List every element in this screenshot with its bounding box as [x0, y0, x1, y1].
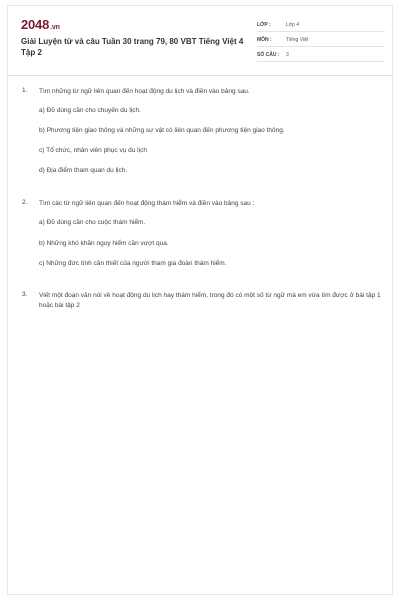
question-sub-item: b) Những khó khăn nguy hiểm cần vượt qua.	[39, 240, 169, 247]
site-logo[interactable]	[21, 18, 60, 31]
meta-row-subject	[257, 34, 385, 47]
meta-row-count	[257, 49, 385, 62]
meta-label: LỚP :	[257, 22, 271, 28]
meta-info	[257, 19, 385, 64]
question-number: 1.	[22, 87, 28, 94]
question-number: 2.	[22, 199, 28, 206]
worksheet-header	[8, 6, 392, 76]
question-text: Viết một đoạn văn nói về hoạt động du lịch hay thám hiểm, trong đó có một số từ ngữ mà em vừa tìm được ở bài tập 1 hoặc bài tập 2	[39, 292, 381, 309]
question-text: Tìm các từ ngữ liên quan đến hoạt động thám hiểm và điền vào bảng sau :	[39, 200, 255, 207]
logo-tld: .vn	[50, 24, 60, 31]
meta-value: Tiếng Việt	[286, 37, 309, 43]
document-title: Giải Luyện từ và câu Tuần 30 trang 79, 80 VBT Tiếng Việt 4 Tập 2	[21, 37, 244, 57]
question-sub-item: a) Đồ dùng cần cho cuộc thám hiểm.	[39, 219, 146, 226]
question-sub-item: c) Những đức tính cần thiết của người tham gia đoàn thám hiểm.	[39, 260, 227, 267]
logo-main: 2048	[21, 17, 50, 32]
meta-value: Lớp 4	[286, 22, 300, 28]
question-number: 3.	[22, 291, 28, 298]
question-sub-item: a) Đồ dùng cần cho chuyến du lịch.	[39, 107, 141, 114]
worksheet-page	[7, 5, 393, 595]
question-text: Tìm những từ ngữ liên quan đến hoạt động du lịch và điền vào bảng sau.	[39, 88, 250, 95]
meta-value: 3	[286, 52, 289, 58]
meta-label: SỐ CÂU :	[257, 52, 280, 58]
question-sub-item: b) Phương tiện giao thông và những sự vật có liên quan đến phương tiện giao thông.	[39, 127, 285, 134]
meta-row-class	[257, 19, 385, 32]
meta-label: MÔN :	[257, 37, 272, 43]
question-sub-item: d) Địa điểm tham quan du lịch.	[39, 167, 128, 174]
question-sub-item: c) Tổ chức, nhân viên phục vụ du lịch	[39, 147, 147, 154]
